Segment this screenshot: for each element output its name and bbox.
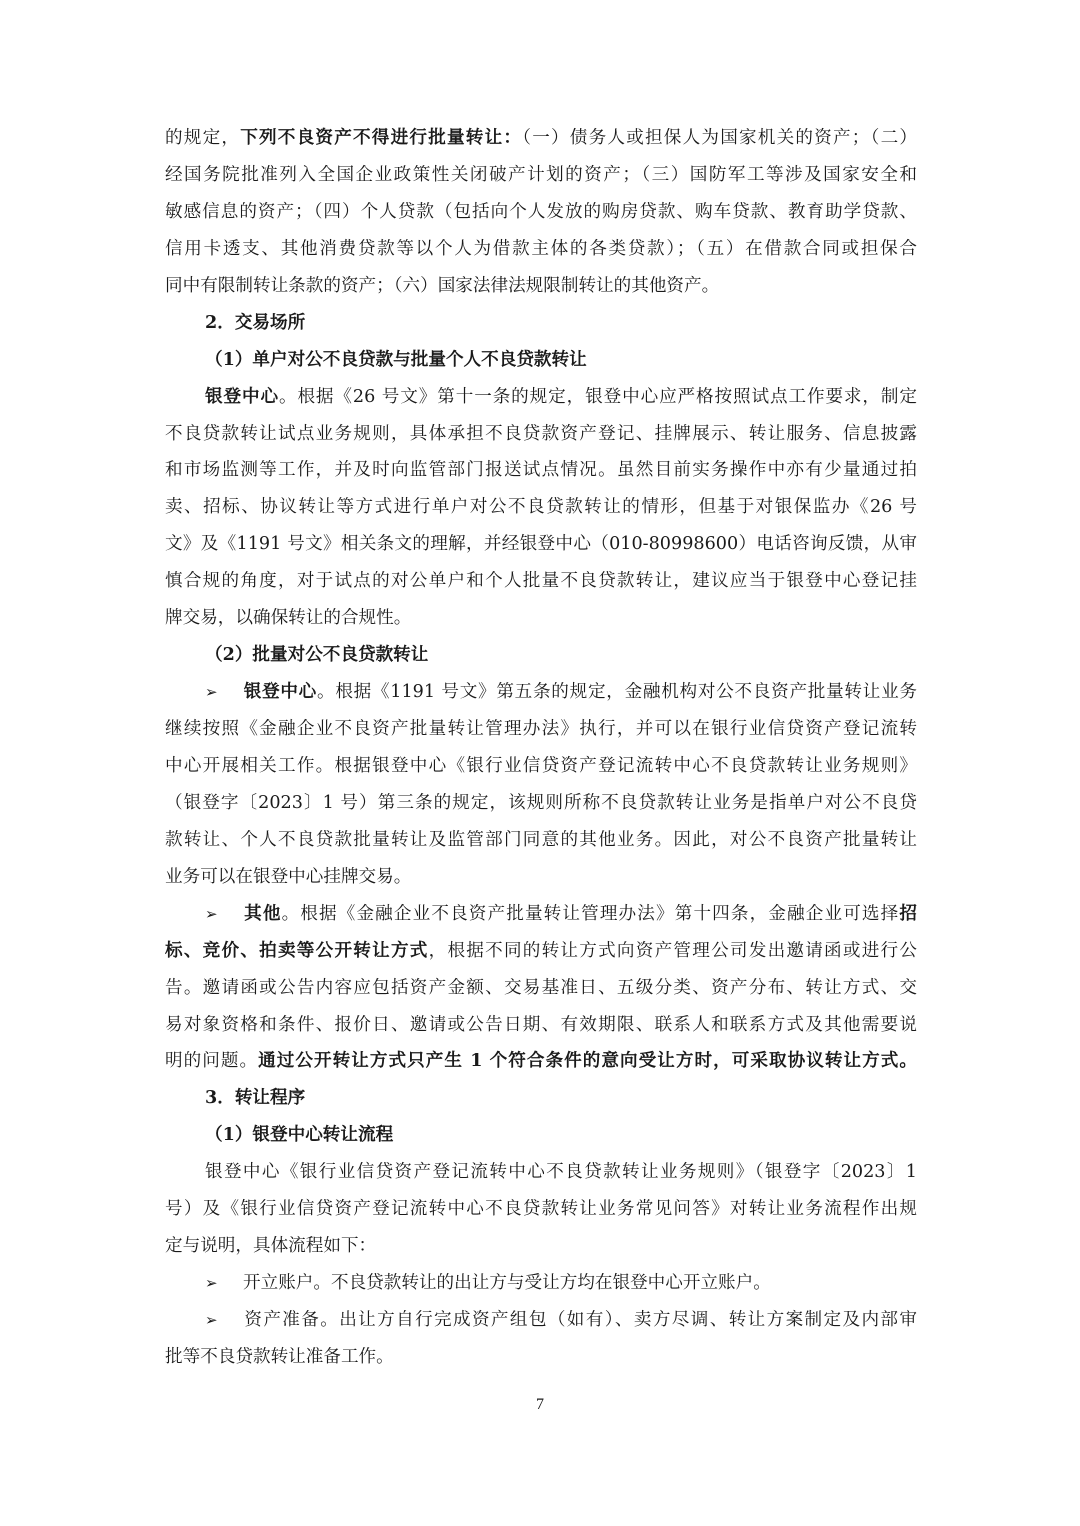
bullet-item (165, 896, 917, 933)
text-span: 。根据《1191 号文》第五条的规定，金融机构对公不良资产批量转让业务 (317, 682, 917, 703)
text-span: 资产准备。出让方自行完成资产组包（如有）、卖方尽调、转让方案制定及内部审 (243, 1310, 917, 1330)
arrow-bullet-icon: ➢ (205, 904, 218, 923)
text-line: 牌交易，以确保转让的合规性。 (165, 608, 412, 629)
bullet-item (165, 1302, 917, 1339)
bold-text: 下列不良资产不得进行批量转让： (240, 127, 523, 148)
bullet-item (165, 1265, 917, 1302)
arrow-bullet-icon: ➢ (205, 683, 218, 702)
section-heading: 3．转让程序 (205, 1087, 306, 1109)
text-line: 号）及《银行业信贷资产登记流转中心不良贷款转让业务常见问答》对转让业务流程作出规 (165, 1199, 917, 1220)
text-line: 和市场监测等工作，并及时向监管部门报送试点情况。虽然目前实务操作中亦有少量通过拍 (165, 460, 917, 481)
bold-text: 银登中心 (205, 385, 279, 407)
bold-text: 银登中心 (243, 681, 318, 703)
bold-text: 通过公开转让方式只产生 1 个符合条件的意向受让方时，可采取协议转让方式。 (258, 1050, 917, 1072)
section-heading: 2．交易场所 (205, 311, 306, 333)
text-line: 业务可以在银登中心挂牌交易。 (165, 866, 412, 887)
text-line: 慎合规的角度，对于试点的对公单户和个人批量不良贷款转让，建议应当于银登中心登记挂 (165, 571, 917, 592)
text-span: 开立账户。不良贷款转让的出让方与受让方均在银登中心开立账户。 (243, 1273, 771, 1294)
bold-text: 招 (899, 902, 917, 924)
bold-text: 其他 (243, 902, 282, 924)
text-line: 经国务院批准列入全国企业政策性关闭破产计划的资产；（三）国防军工等涉及国家安全和 (165, 164, 917, 185)
arrow-bullet-icon: ➢ (205, 1274, 218, 1293)
text-line: 易对象资格和条件、报价日、邀请或公告日期、有效期限、联系人和联系方式及其他需要说 (165, 1014, 917, 1035)
text-line: 不良贷款转让试点业务规则，具体承担不良贷款资产登记、挂牌展示、转让服务、信息披露 (165, 423, 917, 444)
text-line: 敏感信息的资产；（四）个人贷款（包括向个人发放的购房贷款、购车贷款、教育助学贷款、 (165, 201, 917, 222)
page-number: 7 (536, 1396, 544, 1413)
text-line: 继续按照《金融企业不良资产批量转让管理办法》执行，并可以在银行业信贷资产登记流转 (165, 719, 917, 739)
subsection-heading: （1）银登中心转让流程 (205, 1124, 394, 1146)
text-line: 告。邀请函或公告内容应包括资产金额、交易基准日、五级分类、资产分布、转让方式、交 (165, 977, 917, 998)
text-span: ，根据不同的转让方式向资产管理公司发出邀请函或进行公 (428, 940, 917, 961)
text-line: 中心开展相关工作。根据银登中心《银行业信贷资产登记流转中心不良贷款转让业务规则》 (165, 755, 917, 776)
text-span: 。根据《金融企业不良资产批量转让管理办法》第十四条，金融企业可选择 (281, 903, 900, 924)
text-line: 定与说明，具体流程如下： (165, 1236, 377, 1257)
text-line (165, 1043, 917, 1080)
text-span: 明的问题。 (165, 1051, 259, 1072)
bold-text: 标、竞价、拍卖等公开转让方式 (165, 939, 429, 961)
text-line: （银登字〔2023〕1 号）第三条的规定，该规则所称不良贷款转让业务是指单户对公不良贷 (165, 792, 917, 813)
arrow-bullet-icon: ➢ (205, 1311, 218, 1329)
text-line: 银登中心《银行业信贷资产登记流转中心不良贷款转让业务规则》（银登字〔2023〕1 (205, 1162, 917, 1183)
text-line: 同中有限制转让条款的资产；（六）国家法律法规限制转让的其他资产。 (165, 275, 720, 296)
text-span: 。根据《26 号文》第十一条的规定，银登中心应严格按照试点工作要求，制定 (278, 386, 917, 407)
text-span: （一）债务人或担保人为国家机关的资产；（二） (522, 128, 917, 148)
text-line: 款转让、个人不良贷款批量转让及监管部门同意的其他业务。因此，对公不良资产批量转让 (165, 829, 917, 850)
text-line (165, 933, 917, 970)
text-line: 文》及《1191 号文》相关条文的理解，并经银登中心（010-80998600）电话咨询反馈，从审 (165, 534, 917, 555)
text-line (165, 379, 917, 416)
text-line: 批等不良贷款转让准备工作。 (165, 1346, 394, 1367)
bullet-item (165, 674, 917, 711)
subsection-heading: （2）批量对公不良贷款转让 (205, 644, 429, 666)
text-line: 卖、招标、协议转让等方式进行单户对公不良贷款转让的情形，但基于对银保监办《26 号 (165, 497, 917, 518)
text-span: 的规定， (165, 128, 241, 148)
subsection-heading: （1）单户对公不良贷款与批量个人不良贷款转让 (205, 348, 587, 370)
document-body (165, 120, 917, 1376)
text-line: 信用卡透支、其他消费贷款等以个人为借款主体的各类贷款）；（五）在借款合同或担保合 (165, 238, 917, 259)
text-line (165, 120, 917, 157)
